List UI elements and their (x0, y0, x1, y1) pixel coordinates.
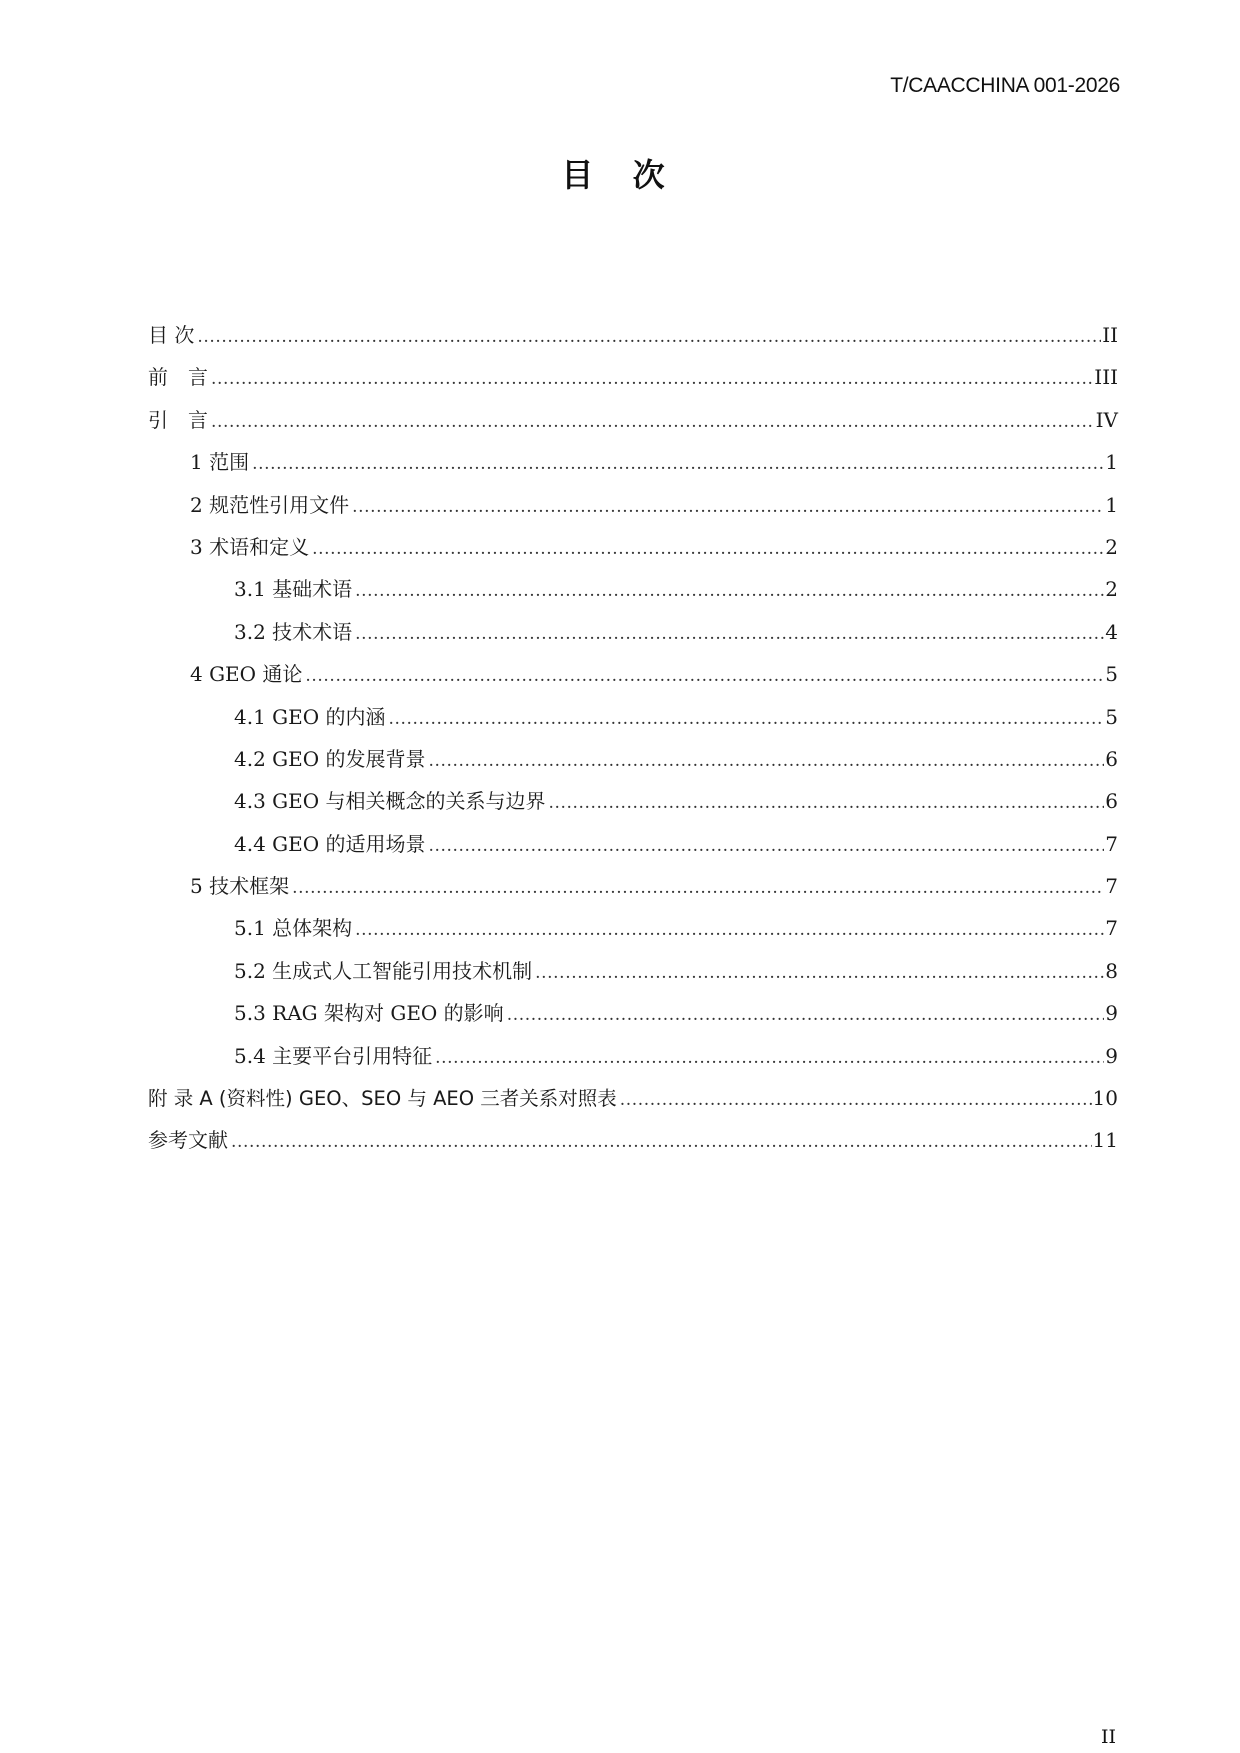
dot-leader (292, 867, 1104, 909)
toc-entry-label: 4.2 GEO 的发展背景 (234, 746, 426, 771)
dot-leader (507, 994, 1105, 1036)
dot-leader (620, 1079, 1092, 1121)
dot-leader (252, 443, 1104, 485)
toc-entry-page: 7 (1105, 874, 1118, 899)
toc-entry-terms-definitions[interactable] (148, 526, 1118, 568)
toc-entry-label: 附 录 A (资料性) GEO、SEO 与 AEO 三者关系对照表 (148, 1087, 617, 1111)
toc-entry-page: 5 (1105, 704, 1118, 729)
dot-leader (429, 740, 1105, 782)
toc-entry-foreword[interactable] (148, 356, 1118, 398)
toc-entry-geo-background[interactable] (148, 738, 1118, 780)
toc-entry-label: 2 规范性引用文件 (190, 492, 350, 517)
toc-entry-label: 5.1 总体架构 (234, 916, 353, 941)
toc-entry-geo-general[interactable] (148, 653, 1118, 695)
dot-leader (355, 613, 1104, 655)
dot-leader (435, 1037, 1104, 1079)
toc-entry-bibliography[interactable] (148, 1119, 1118, 1161)
table-of-contents (148, 314, 1118, 1162)
toc-entry-page: IV (1095, 407, 1118, 432)
dot-leader (312, 528, 1104, 570)
toc-entry-label: 5 技术框架 (190, 874, 290, 899)
toc-entry-label: 参考文献 (148, 1128, 228, 1153)
toc-entry-page: 7 (1105, 916, 1118, 941)
toc-entry-introduction[interactable] (148, 399, 1118, 441)
toc-entry-page: II (1102, 323, 1118, 347)
toc-entry-label: 5.2 生成式人工智能引用技术机制 (234, 958, 533, 983)
toc-entry-label: 3.2 技术术语 (234, 619, 353, 644)
dot-leader (549, 782, 1105, 824)
dot-leader (352, 486, 1104, 528)
dot-leader (211, 401, 1095, 443)
toc-entry-label: 引 言 (148, 407, 208, 432)
toc-entry-label: 4 GEO 通论 (190, 662, 303, 687)
toc-entry-label: 4.3 GEO 与相关概念的关系与边界 (234, 789, 546, 814)
toc-entry-page: 2 (1105, 534, 1118, 559)
toc-entry-label: 1 范围 (190, 450, 250, 475)
toc-entry-label: 5.3 RAG 架构对 GEO 的影响 (234, 1001, 504, 1026)
toc-entry-technical-terms[interactable] (148, 611, 1118, 653)
toc-entry-geo-scenarios[interactable] (148, 823, 1118, 865)
toc-entry-page: 6 (1105, 746, 1118, 771)
toc-entry-platform-features[interactable] (148, 1035, 1118, 1077)
page-number: II (1100, 1726, 1116, 1748)
toc-entry-page: 9 (1105, 1001, 1118, 1026)
toc-entry-basic-terms[interactable] (148, 568, 1118, 610)
toc-entry-label: 目 次 (148, 323, 195, 347)
dot-leader (355, 570, 1104, 612)
toc-entry-label: 4.1 GEO 的内涵 (234, 704, 386, 729)
dot-leader (355, 909, 1104, 951)
toc-entry-rag-impact[interactable] (148, 992, 1118, 1034)
toc-entry-label: 4.4 GEO 的适用场景 (234, 831, 426, 856)
toc-entry-page: 8 (1105, 958, 1118, 983)
toc-entry-overall-architecture[interactable] (148, 907, 1118, 949)
toc-entry-scope[interactable] (148, 441, 1118, 483)
toc-entry-label: 前 言 (148, 365, 208, 390)
toc-entry-geo-relations[interactable] (148, 780, 1118, 822)
toc-entry-normative-references[interactable] (148, 484, 1118, 526)
dot-leader (429, 825, 1105, 867)
toc-entry-appendix-a[interactable] (148, 1077, 1118, 1119)
toc-entry-geo-connotation[interactable] (148, 696, 1118, 738)
toc-entry-page: 1 (1105, 492, 1118, 517)
dot-leader (535, 952, 1104, 994)
toc-entry-label: 3.1 基础术语 (234, 577, 353, 602)
toc-entry-label: 5.4 主要平台引用特征 (234, 1043, 433, 1068)
toc-entry-page: 11 (1092, 1128, 1118, 1153)
toc-entry-page: 4 (1105, 619, 1118, 644)
dot-leader (389, 698, 1105, 740)
toc-entry-page: 7 (1105, 831, 1118, 856)
page-title: 目 次 (561, 156, 679, 194)
toc-entry-page: 9 (1105, 1043, 1118, 1068)
toc-entry-contents[interactable] (148, 314, 1118, 356)
toc-entry-page: 10 (1092, 1086, 1118, 1111)
dot-leader (305, 655, 1104, 697)
dot-leader (231, 1121, 1092, 1163)
toc-entry-label: 3 术语和定义 (190, 534, 310, 559)
toc-entry-page: III (1094, 365, 1118, 390)
dot-leader (197, 316, 1101, 358)
dot-leader (211, 358, 1093, 400)
toc-entry-page: 1 (1105, 450, 1118, 475)
toc-entry-technical-framework[interactable] (148, 865, 1118, 907)
toc-entry-page: 5 (1105, 662, 1118, 687)
toc-entry-page: 6 (1105, 789, 1118, 814)
document-code: T/CAACCHINA 001-2026 (890, 74, 1120, 97)
toc-entry-page: 2 (1105, 577, 1118, 602)
toc-entry-citation-mechanism[interactable] (148, 950, 1118, 992)
